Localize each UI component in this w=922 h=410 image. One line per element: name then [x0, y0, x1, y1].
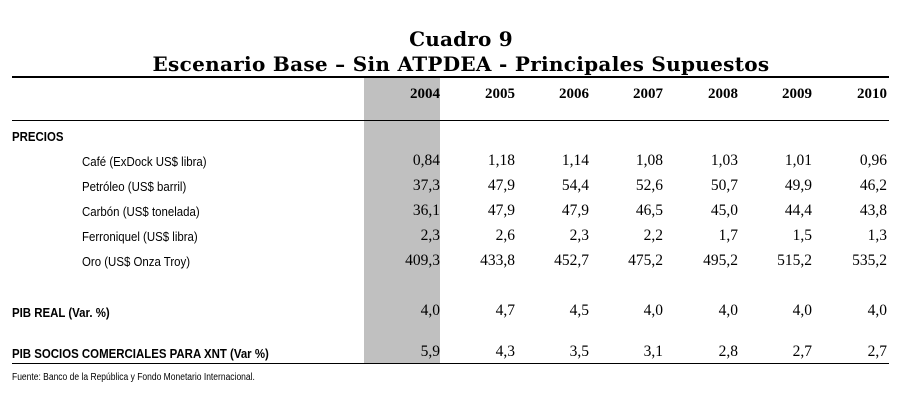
- table-cell: 2,7: [867, 343, 887, 360]
- source-note: Fuente: Banco de la República y Fondo Monetario Internacional.: [12, 372, 255, 383]
- row-label: Ferroniquel (US$ libra): [82, 229, 198, 244]
- table-cell: 1,08: [635, 152, 663, 169]
- table-subtitle: Escenario Base – Sin ATPDEA - Principales Supuestos: [152, 52, 770, 76]
- table-cell: 0,84: [412, 152, 440, 169]
- row-label: Oro (US$ Onza Troy): [82, 254, 191, 269]
- year-header: 2004: [410, 86, 440, 102]
- year-header: 2007: [633, 86, 663, 102]
- table-cell: 1,18: [487, 152, 515, 169]
- table-cell: 46,2: [859, 177, 887, 194]
- table-cell: 46,5: [635, 202, 663, 219]
- table-cell: 1,5: [792, 227, 812, 244]
- header-rule: [12, 120, 889, 121]
- table-cell: 2,2: [643, 227, 663, 244]
- bottom-rule: [12, 363, 889, 364]
- row-label-pib-socios: PIB SOCIOS COMERCIALES PARA XNT (Var %): [12, 346, 269, 361]
- table-cell: 1,01: [784, 152, 812, 169]
- table-cell: 4,0: [792, 302, 812, 319]
- table-cell: 3,1: [643, 343, 663, 360]
- table-cell: 515,2: [777, 252, 812, 269]
- table-cell: 409,3: [405, 252, 440, 269]
- table-cell: 5,9: [420, 343, 440, 360]
- table-cell: 4,0: [420, 302, 440, 319]
- table-cell: 49,9: [784, 177, 812, 194]
- table-cell: 37,3: [412, 177, 440, 194]
- table-cell: 45,0: [710, 202, 738, 219]
- table-cell: 2,8: [718, 343, 738, 360]
- table-cell: 47,9: [487, 177, 515, 194]
- table-cell: 4,0: [643, 302, 663, 319]
- row-label: Petróleo (US$ barril): [82, 179, 187, 194]
- table-cell: 52,6: [635, 177, 663, 194]
- table-cell: 2,6: [495, 227, 515, 244]
- row-label-pib-real: PIB REAL (Var. %): [12, 305, 110, 320]
- table-cell: 1,3: [867, 227, 887, 244]
- table-cell: 54,4: [561, 177, 589, 194]
- table-cell: 50,7: [710, 177, 738, 194]
- table-cell: 36,1: [412, 202, 440, 219]
- table-cell: 535,2: [852, 252, 887, 269]
- table-cell: 1,7: [718, 227, 738, 244]
- top-rule: [12, 76, 889, 78]
- table-cell: 475,2: [628, 252, 663, 269]
- table-cell: 4,3: [495, 343, 515, 360]
- row-label: Café (ExDock US$ libra): [82, 154, 207, 169]
- year-header: 2009: [782, 86, 812, 102]
- table-title: Cuadro 9: [409, 27, 513, 51]
- year-header: 2008: [708, 86, 738, 102]
- table-cell: 1,03: [710, 152, 738, 169]
- table-cell: 47,9: [561, 202, 589, 219]
- table-cell: 47,9: [487, 202, 515, 219]
- year-header: 2005: [485, 86, 515, 102]
- table-cell: 4,5: [569, 302, 589, 319]
- table-cell: 44,4: [784, 202, 812, 219]
- table-cell: 43,8: [859, 202, 887, 219]
- table-cell: 2,3: [569, 227, 589, 244]
- table-cell: 1,14: [561, 152, 589, 169]
- section-label-precios: PRECIOS: [12, 129, 64, 144]
- table-cell: 495,2: [703, 252, 738, 269]
- table-cell: 4,7: [495, 302, 515, 319]
- year-header: 2010: [857, 86, 887, 102]
- table-cell: 4,0: [718, 302, 738, 319]
- table-cell: 433,8: [480, 252, 515, 269]
- row-label: Carbón (US$ tonelada): [82, 204, 200, 219]
- year-header: 2006: [559, 86, 589, 102]
- table-cell: 2,7: [792, 343, 812, 360]
- table-cell: 452,7: [554, 252, 589, 269]
- table-cell: 3,5: [569, 343, 589, 360]
- table-cell: 0,96: [859, 152, 887, 169]
- table-cell: 4,0: [867, 302, 887, 319]
- table-cell: 2,3: [420, 227, 440, 244]
